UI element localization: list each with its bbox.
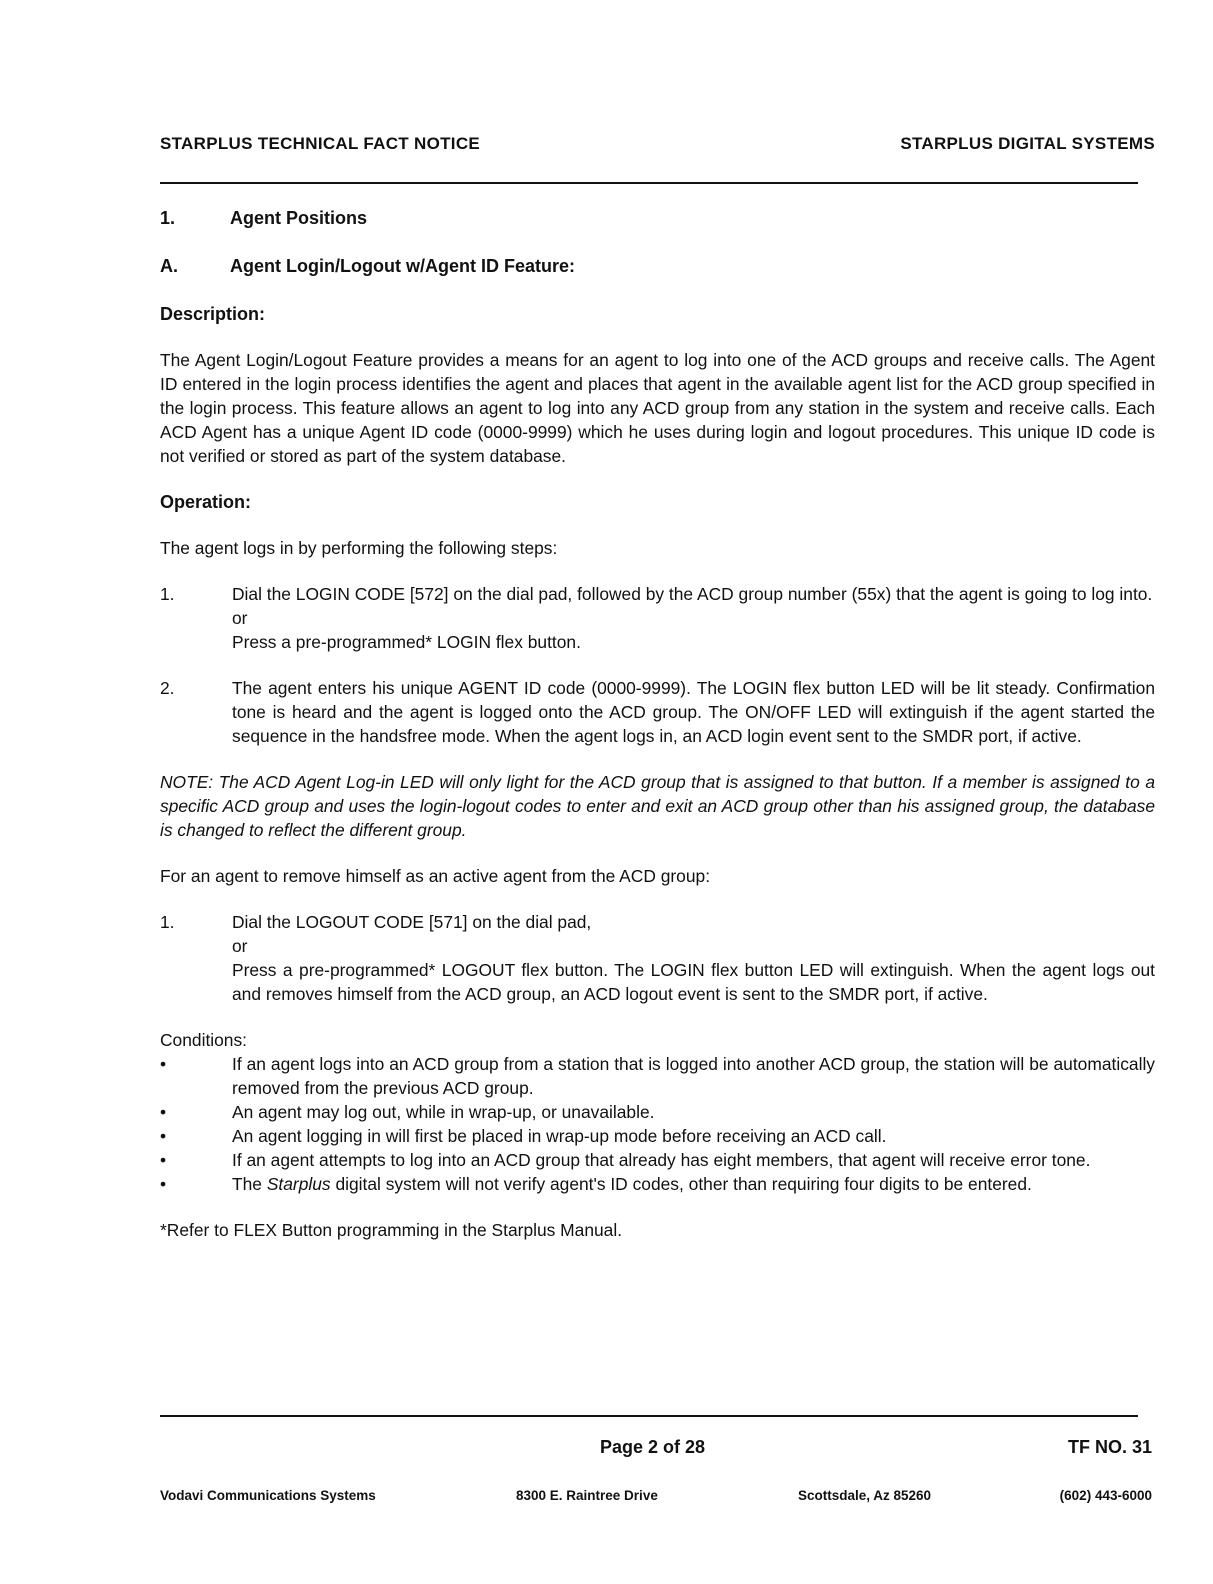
step-alt-text: Press a pre-programmed* LOGIN flex button.: [232, 632, 581, 652]
footnote: *Refer to FLEX Button programming in the Starplus Manual.: [160, 1220, 623, 1240]
step-or: or: [232, 608, 248, 628]
description-label: Description:: [160, 304, 266, 324]
conditions-list: [160, 1052, 1155, 1196]
step-number: 1.: [160, 912, 175, 932]
tf-number: TF NO. 31: [1067, 1437, 1152, 1457]
subsection-letter: A.: [160, 256, 178, 276]
section-number: 1.: [160, 208, 176, 228]
step-number: 2.: [160, 678, 175, 698]
document-body: [160, 206, 1155, 1242]
list-item: • An agent may log out, while in wrap-up, or unavailable.: [160, 1102, 655, 1122]
phone-number: (602) 443-6000: [1059, 1488, 1152, 1503]
subsection-title: Agent Login/Logout w/Agent ID Feature:: [230, 256, 575, 276]
page-number: Page 2 of 28: [600, 1437, 706, 1457]
footer-rule: [160, 1415, 1138, 1417]
brand-emphasis: Starplus: [266, 1174, 331, 1194]
step-number: 1.: [160, 584, 175, 604]
section-title: Agent Positions: [230, 208, 368, 228]
list-item: • If an agent logs into an ACD group from a station that is logged into another ACD group, the station will be automatically removed from the previous ACD group.: [160, 1054, 1155, 1098]
step-text: Dial the LOGOUT CODE [571] on the dial pad,: [232, 912, 592, 932]
document-page: [160, 0, 1155, 1584]
list-item: • An agent logging in will first be placed in wrap-up mode before receiving an ACD call.: [160, 1126, 887, 1146]
login-step-1: [160, 582, 1155, 654]
subsection-heading: [160, 254, 1155, 278]
operation-label: Operation:: [160, 492, 252, 512]
operation-intro: The agent logs in by performing the following steps:: [160, 538, 558, 558]
conditions-label: Conditions:: [160, 1030, 248, 1050]
step-or: or: [232, 936, 248, 956]
note-text: NOTE: The ACD Agent Log-in LED will only light for the ACD group that is assigned to that button. If a member is assigned to a specific ACD group and uses the login-logout codes to enter and exit an ACD group other than his assigned group, the database is changed to reflect the different group.: [160, 772, 1155, 840]
logout-step-1: [160, 910, 1155, 1006]
list-item: • The Starplus digital system will not verify agent's ID codes, other than requiring four digits to be entered.: [160, 1174, 1032, 1194]
step-text: The agent enters his unique AGENT ID code (0000-9999). The LOGIN flex button LED will be lit steady. Confirmation tone is heard and the agent is logged onto the ACD group. The ON/OFF LED will extinguish if the agent started the sequence in the handsfree mode. When the agent logs in, an ACD login event sent to the SMDR port, if active.: [232, 678, 1155, 746]
street-address: 8300 E. Raintree Drive: [516, 1488, 658, 1503]
header-rule: [160, 182, 1138, 184]
step-alt-text: Press a pre-programmed* LOGOUT flex button. The LOGIN flex button LED will extinguish. When the agent logs out and removes himself from the ACD group, an ACD logout event is sent to the SMDR port, if active.: [232, 960, 1155, 1004]
company-name: Vodavi Communications Systems: [160, 1488, 376, 1503]
city-address: Scottsdale, Az 85260: [798, 1488, 932, 1503]
step-text: Dial the LOGIN CODE [572] on the dial pad, followed by the ACD group number (55x) that the agent is going to log into.: [232, 584, 1153, 604]
logout-intro: For an agent to remove himself as an active agent from the ACD group:: [160, 866, 711, 886]
description-text: The Agent Login/Logout Feature provides a means for an agent to log into one of the ACD groups and receive calls. The Agent ID entered in the login process identifies the agent and places that agent in the available agent list for the ACD group specified in the login process. This feature allows an agent to log into any ACD group from any station in the system and receive calls. Each ACD Agent has a unique Agent ID code (0000-9999) which he uses during login and logout procedures. This unique ID code is not verified or stored as part of the system database.: [160, 350, 1155, 466]
header-left: STARPLUS TECHNICAL FACT NOTICE: [160, 134, 481, 153]
section-heading: [160, 206, 1155, 230]
header-right: STARPLUS DIGITAL SYSTEMS: [900, 134, 1155, 153]
login-step-2: [160, 676, 1155, 748]
list-item: • If an agent attempts to log into an ACD group that already has eight members, that agent will receive error tone.: [160, 1150, 1091, 1170]
